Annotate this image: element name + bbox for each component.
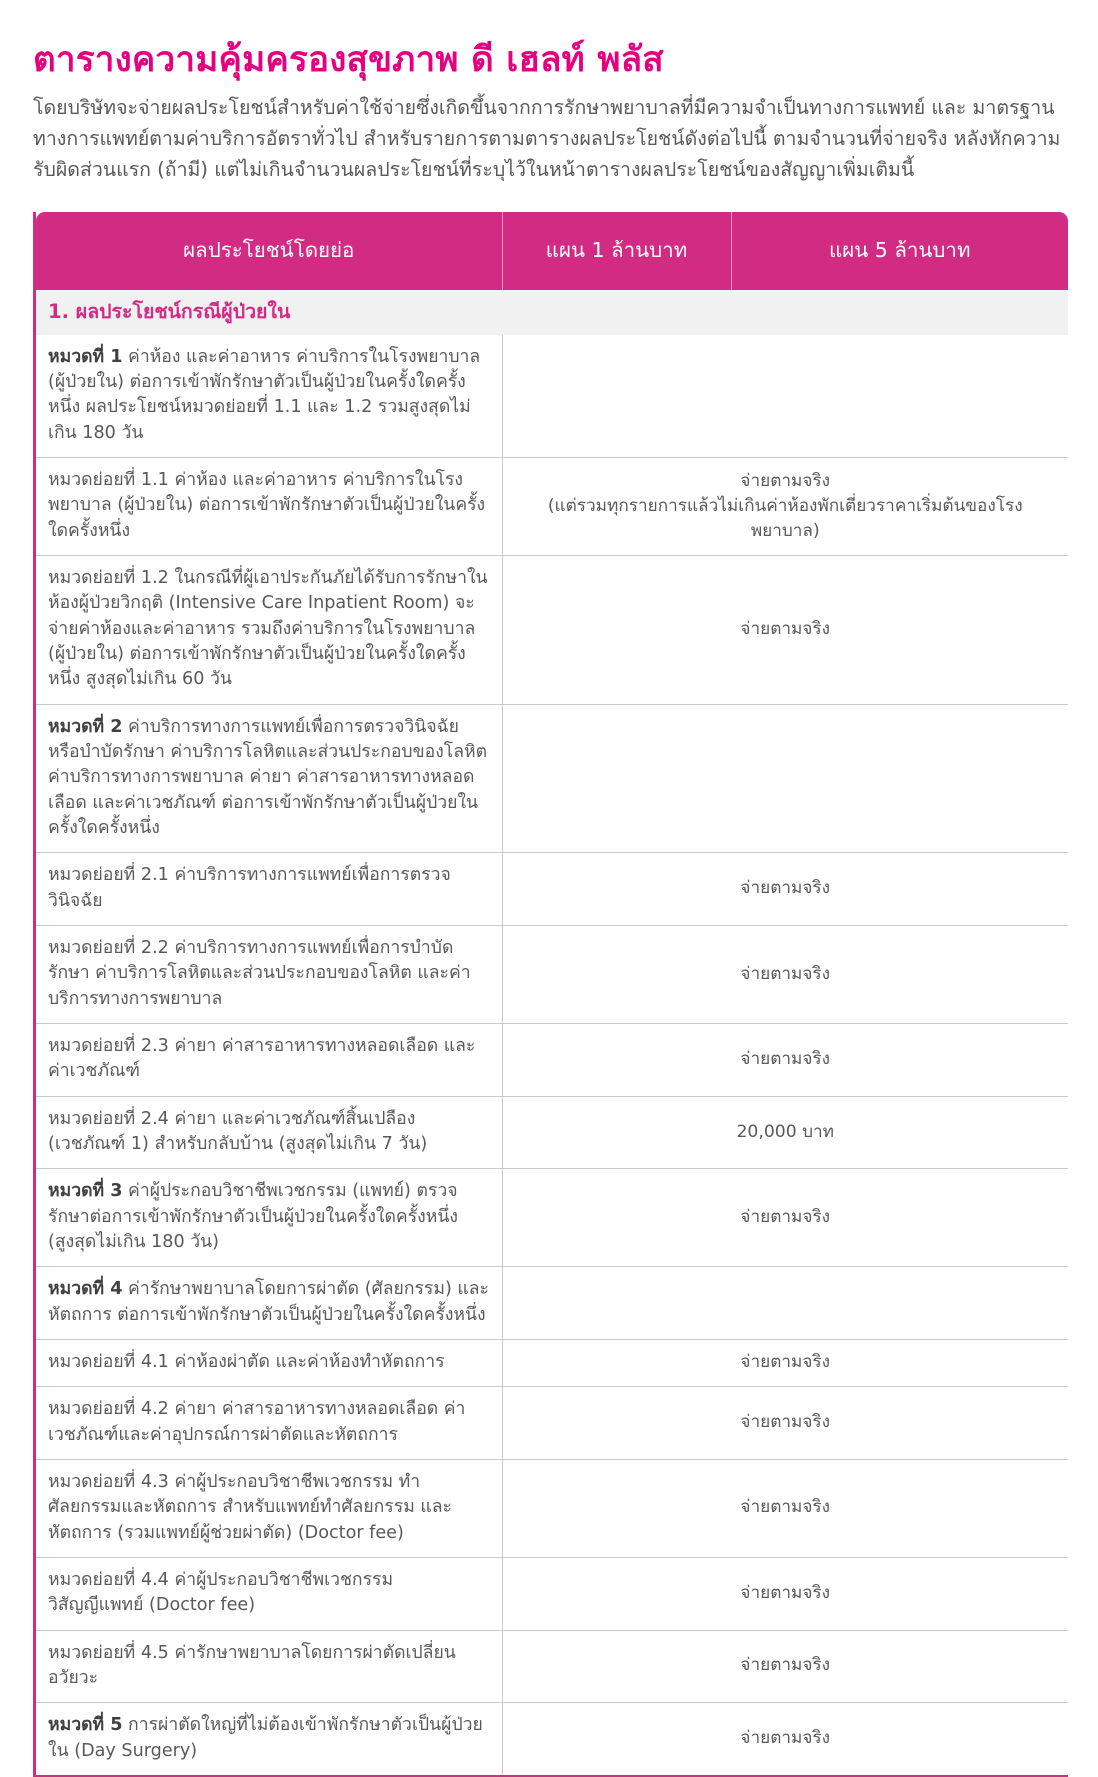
benefit-description-cell	[36, 1169, 502, 1267]
benefit-description-cell	[36, 335, 502, 458]
benefit-category-label: หมวดที่ 3	[48, 1181, 123, 1202]
column-header-plan-5: แผน 5 ล้านบาท	[731, 212, 1068, 290]
benefit-value-cell	[502, 1096, 1068, 1169]
benefit-description-cell	[36, 1703, 502, 1776]
column-header-plan-1: แผน 1 ล้านบาท	[502, 212, 731, 290]
table-row	[36, 1023, 1068, 1096]
benefit-description-text: หมวดย่อยที่ 2.1 ค่าบริการทางการแพทย์เพื่อการตรวจวินิจฉัย	[48, 865, 451, 911]
benefit-value-text: จ่ายตามจริง	[740, 618, 831, 639]
benefit-category-label: หมวดที่ 1	[48, 346, 123, 367]
benefit-value-cell	[502, 1703, 1068, 1776]
benefit-description-cell	[36, 1096, 502, 1169]
benefit-description-cell	[36, 926, 502, 1024]
benefit-table	[36, 212, 1068, 1777]
table-row	[36, 1339, 1068, 1386]
benefit-value-cell	[502, 1557, 1068, 1630]
intro-paragraph: โดยบริษัทจะจ่ายผลประโยชน์สำหรับค่าใช้จ่ายซึ่งเกิดขึ้นจากการรักษาพยาบาลที่มีความจำเป็นทางการแพทย์ และ มาตรฐานทางการแพทย์ตามค่าบริการอัตราทั่วไป สำหรับรายการตามตารางผลประโยชน์ดังต่อไปนี้ ตามจำนวนที่จ่ายจริง หลังหักความรับผิดส่วนแรก (ถ้ามี) แต่ไม่เกินจำนวนผลประโยชน์ที่ระบุไว้ในหน้าตารางผลประโยชน์ของสัญญาเพิ่มเติมนี้	[33, 96, 1061, 181]
benefit-description-text: หมวดย่อยที่ 4.4 ค่าผู้ประกอบวิชาชีพเวชกรรม วิสัญญีแพทย์ (Doctor fee)	[48, 1569, 394, 1616]
benefit-value-text: จ่ายตามจริง	[740, 1582, 831, 1603]
benefit-value-note: (แต่รวมทุกรายการแล้วไม่เกินค่าห้องพักเตี่ยวราคาเริ่มต้นของโรงพยาบาล)	[547, 495, 1023, 541]
column-header-description: ผลประโยชน์โดยย่อ	[36, 212, 502, 290]
table-row	[36, 1630, 1068, 1703]
table-row	[36, 1096, 1068, 1169]
benefit-description-cell	[36, 1339, 502, 1386]
table-row	[36, 1703, 1068, 1776]
benefit-description-text: หมวดย่อยที่ 4.5 ค่ารักษาพยาบาลโดยการผ่าตัดเปลี่ยนอวัยวะ	[48, 1642, 456, 1688]
benefit-description-cell	[36, 458, 502, 556]
section-title-inpatient: 1. ผลประโยชน์กรณีผู้ป่วยใน	[36, 290, 1068, 335]
benefit-value-text: 20,000 บาท	[736, 1121, 834, 1142]
benefit-description-cell	[36, 853, 502, 926]
table-body	[36, 290, 1068, 1776]
benefit-description-text: หมวดย่อยที่ 2.4 ค่ายา และค่าเวชภัณฑ์สิ้นเปลือง (เวชภัณฑ์ 1) สำหรับกลับบ้าน (สูงสุดไม่เกิน 7 วัน)	[48, 1108, 428, 1154]
benefit-value-text: จ่ายตามจริง	[740, 470, 831, 491]
benefit-value-cell	[502, 1169, 1068, 1267]
benefit-value-text: จ่ายตามจริง	[740, 1048, 831, 1069]
benefit-value-text: จ่ายตามจริง	[740, 963, 831, 984]
benefit-category-label: หมวดที่ 4	[48, 1279, 123, 1300]
benefit-value-cell	[502, 926, 1068, 1024]
benefit-value-cell	[502, 1387, 1068, 1460]
benefit-value-cell	[502, 556, 1068, 705]
benefit-description-cell	[36, 1459, 502, 1557]
benefit-description-text: ค่าผู้ประกอบวิชาชีพเวชกรรม (แพทย์) ตรวจรักษาต่อการเข้าพักรักษาตัวเป็นผู้ป่วยในครั้งใดครั้งหนึ่ง (สูงสุดไม่เกิน 180 วัน)	[48, 1181, 458, 1252]
benefit-description-text: หมวดย่อยที่ 4.1 ค่าห้องผ่าตัด และค่าห้องทำหัตถการ	[48, 1351, 445, 1372]
benefit-description-text: ค่าห้อง และค่าอาหาร ค่าบริการในโรงพยาบาล (ผู้ป่วยใน) ต่อการเข้าพักรักษาตัวเป็นผู้ป่วยในครั้งใดครั้งหนึ่ง ผลประโยชน์หมวดย่อยที่ 1.1 และ 1.2 รวมสูงสุดไม่เกิน 180 วัน	[48, 346, 481, 443]
benefit-value-cell	[502, 853, 1068, 926]
benefit-description-cell	[36, 1023, 502, 1096]
benefit-description-cell	[36, 1557, 502, 1630]
table-row	[36, 704, 1068, 853]
benefit-value-cell	[502, 1630, 1068, 1703]
benefit-description-text: ค่ารักษาพยาบาลโดยการผ่าตัด (ศัลยกรรม) และหัตถการ ต่อการเข้าพักรักษาตัวเป็นผู้ป่วยในครั้งใดครั้งหนึ่ง	[48, 1279, 489, 1325]
benefit-description-text: หมวดย่อยที่ 1.1 ค่าห้อง และค่าอาหาร ค่าบริการในโรงพยาบาล (ผู้ป่วยใน) ต่อการเข้าพักรักษาตัวเป็นผู้ป่วยในครั้งใดครั้งหนึ่ง	[48, 470, 486, 541]
benefit-description-text: หมวดย่อยที่ 4.3 ค่าผู้ประกอบวิชาชีพเวชกรรม ทำศัลยกรรมและหัตถการ สำหรับแพทย์ทำศัลยกรรม และหัตถการ (รวมแพทย์ผู้ช่วยผ่าตัด) (Doctor fee)	[48, 1471, 452, 1543]
benefit-description-text: การผ่าตัดใหญ่ที่ไม่ต้องเข้าพักรักษาตัวเป็นผู้ป่วยใน (Day Surgery)	[48, 1715, 483, 1761]
table-header	[36, 212, 1068, 290]
benefit-description-text: หมวดย่อยที่ 2.3 ค่ายา ค่าสารอาหารทางหลอดเลือด และค่าเวชภัณฑ์	[48, 1035, 476, 1082]
benefit-value-cell	[502, 335, 1068, 458]
benefit-category-label: หมวดที่ 2	[48, 716, 123, 737]
benefit-description-cell	[36, 1267, 502, 1340]
benefit-value-text: จ่ายตามจริง	[740, 878, 831, 899]
benefit-value-text: จ่ายตามจริง	[740, 1655, 831, 1676]
benefit-description-cell	[36, 704, 502, 853]
benefit-description-cell	[36, 1630, 502, 1703]
benefit-value-text: จ่ายตามจริง	[740, 1497, 831, 1518]
benefit-value-text: จ่ายตามจริง	[740, 1352, 831, 1373]
table-header-row	[36, 212, 1068, 290]
benefit-table-container	[33, 212, 1065, 1777]
benefit-value-text: จ่ายตามจริง	[740, 1412, 831, 1433]
benefit-description-text: หมวดย่อยที่ 2.2 ค่าบริการทางการแพทย์เพื่อการบำบัดรักษา ค่าบริการโลหิตและส่วนประกอบของโลหิต และค่าบริการทางการพยาบาล	[48, 938, 471, 1009]
section-header-row	[36, 290, 1068, 335]
benefit-description-text: หมวดย่อยที่ 4.2 ค่ายา ค่าสารอาหารทางหลอดเลือด ค่าเวชภัณฑ์และค่าอุปกรณ์การผ่าตัดและหัตถการ	[48, 1399, 466, 1445]
benefit-value-text: จ่ายตามจริง	[740, 1206, 831, 1227]
benefit-description-cell	[36, 1387, 502, 1460]
table-row	[36, 458, 1068, 556]
table-row	[36, 853, 1068, 926]
page-title: ตารางความคุ้มครองสุขภาพ ดี เฮลท์ พลัส	[33, 40, 664, 80]
benefit-value-cell	[502, 458, 1068, 556]
table-row	[36, 556, 1068, 705]
table-row	[36, 335, 1068, 458]
benefit-value-cell	[502, 1459, 1068, 1557]
table-row	[36, 1387, 1068, 1460]
benefit-value-text: จ่ายตามจริง	[740, 1728, 831, 1749]
benefit-category-label: หมวดที่ 5	[48, 1715, 123, 1736]
table-row	[36, 1459, 1068, 1557]
table-row	[36, 1169, 1068, 1267]
benefit-description-text: หมวดย่อยที่ 1.2 ในกรณีที่ผู้เอาประกันภัยได้รับการรักษาในห้องผู้ป่วยวิกฤติ (Intensive Care Inpatient Room) จะจ่ายค่าห้องและค่าอาหาร รวมถึงค่าบริการในโรงพยาบาล (ผู้ป่วยใน) ต่อการเข้าพักรักษาตัวเป็นผู้ป่วยในครั้งใดครั้งหนึ่ง สูงสุดไม่เกิน 60 วัน	[48, 568, 488, 690]
table-row	[36, 1267, 1068, 1340]
benefit-description-text: ค่าบริการทางการแพทย์เพื่อการตรวจวินิจฉัยหรือบำบัดรักษา ค่าบริการโลหิตและส่วนประกอบของโลหิต ค่าบริการทางการพยาบาล ค่ายา ค่าสารอาหารทางหลอดเลือด และค่าเวชภัณฑ์ ต่อการเข้าพักรักษาตัวเป็นผู้ป่วยในครั้งใดครั้งหนึ่ง	[48, 716, 488, 839]
table-row	[36, 1557, 1068, 1630]
benefit-value-cell	[502, 704, 1068, 853]
table-row	[36, 926, 1068, 1024]
benefit-value-cell	[502, 1267, 1068, 1340]
benefit-value-cell	[502, 1339, 1068, 1386]
benefit-value-cell	[502, 1023, 1068, 1096]
benefit-description-cell	[36, 556, 502, 705]
